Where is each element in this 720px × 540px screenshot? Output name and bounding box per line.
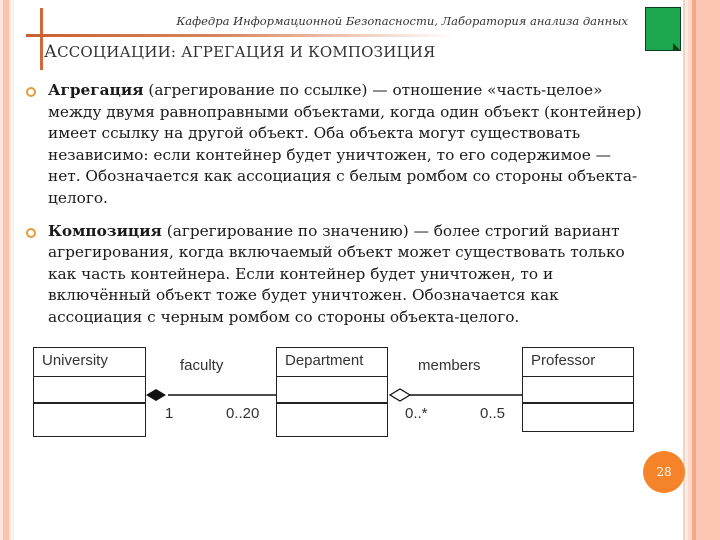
role-faculty: faculty <box>180 357 224 374</box>
bullet-ring-icon <box>26 87 36 97</box>
term-aggregation: Агрегация <box>48 81 144 99</box>
multiplicity-department: 0..* <box>405 405 428 422</box>
class-operations <box>523 404 633 431</box>
bullet-composition <box>22 221 642 329</box>
title-initial: А <box>44 42 58 62</box>
title-rest: ССОЦИАЦИИ: АГРЕГАЦИЯ И КОМПОЗИЦИЯ <box>57 43 436 61</box>
class-name: Professor <box>523 348 633 377</box>
bullet-ring-icon <box>26 228 36 238</box>
bullet-list <box>22 80 642 340</box>
bullet-aggregation <box>22 80 642 210</box>
multiplicity-members: 0..5 <box>480 405 506 422</box>
class-operations <box>34 404 145 431</box>
class-name: Department <box>277 348 387 377</box>
class-department <box>276 347 388 437</box>
note-icon <box>645 7 681 51</box>
class-name: University <box>34 348 145 377</box>
multiplicity-faculty: 0..20 <box>226 405 260 422</box>
uml-diagram <box>0 340 720 450</box>
multiplicity-university: 1 <box>165 405 174 422</box>
filled-diamond-icon <box>146 389 166 401</box>
definition-aggregation: (агрегирование по ссылке) — отношение «часть-целое» между двумя равноправными объектами, когда один объект (контейнер) имеет ссылку на другой объект. Оба объекта могут существовать независимо: если контейнер будет уничтожен, то его содержимое — нет. Обозначается как ассоциация с белым ромбом со стороны объекта-целого. <box>48 81 642 207</box>
left-border-stripe <box>9 0 11 540</box>
role-members: members <box>418 357 481 374</box>
class-attributes <box>277 377 387 404</box>
slide-title <box>44 42 435 62</box>
department-header: Кафедра Информационной Безопасности, Лаборатория анализа данных <box>176 14 628 28</box>
class-professor <box>522 347 634 432</box>
definition-composition: (агрегирование по значению) — более строгий вариант агрегирования, когда включаемый объект может существовать только как часть контейнера. Если контейнер будет уничтожен, то и включённый объект тоже будет уничтожен. Обозначается как ассоциация с черным ромбом со стороны объекта-целого. <box>48 221 625 326</box>
class-attributes <box>34 377 145 404</box>
class-university <box>33 347 146 437</box>
left-border-stripe <box>12 0 14 540</box>
class-operations <box>277 404 387 431</box>
right-border-stripe <box>696 0 720 540</box>
hollow-diamond-icon <box>390 389 410 401</box>
decorative-horizontal-rule <box>26 34 456 37</box>
term-composition: Композиция <box>48 221 162 240</box>
page-number-badge: 28 <box>643 451 685 493</box>
decorative-vertical-rule <box>40 8 43 70</box>
class-attributes <box>523 377 633 404</box>
